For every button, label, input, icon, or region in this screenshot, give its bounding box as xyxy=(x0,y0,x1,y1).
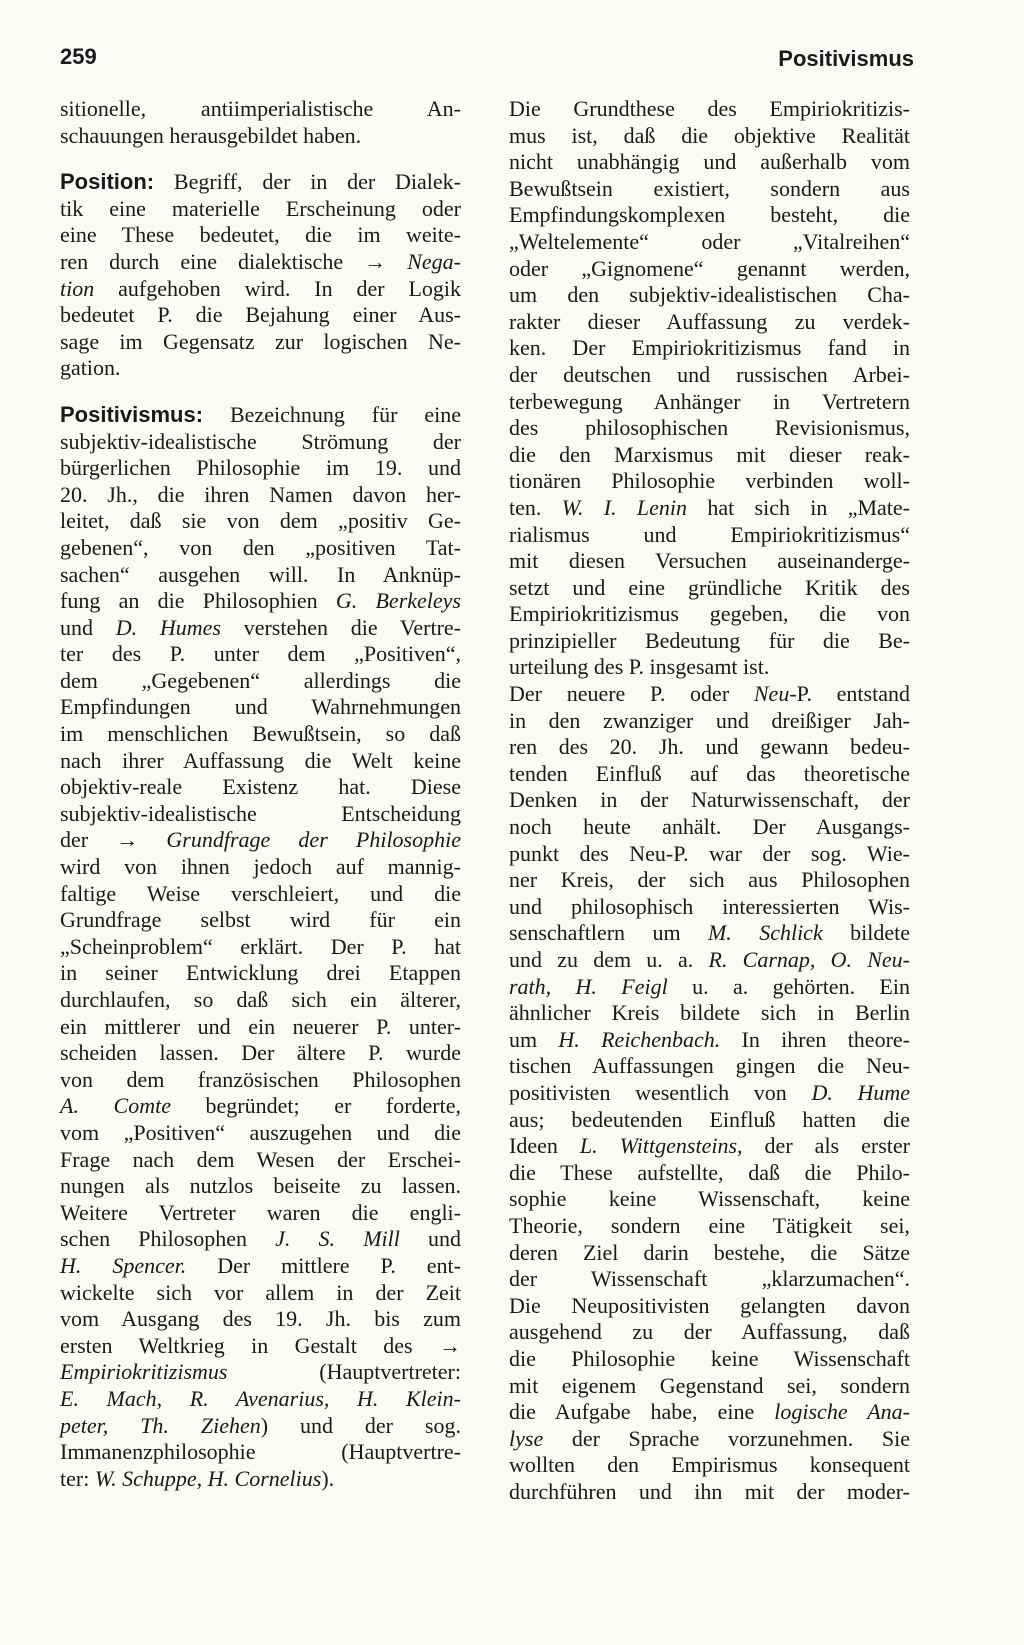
text-segment: positivisten wesentlich von xyxy=(509,1079,812,1105)
text-line xyxy=(60,1439,461,1466)
text-segment: ein mittlerer und ein neuerer P. unter- xyxy=(60,1013,461,1039)
text-segment: sitionelle, antiimperialistische An- xyxy=(60,96,461,121)
text-line xyxy=(509,1319,910,1346)
text-line xyxy=(60,508,461,535)
text-segment: tik eine materielle Erscheinung oder xyxy=(60,195,461,221)
text-segment: sachen“ ausgehen will. In Anknüp- xyxy=(60,561,461,587)
text-segment: und philosophisch interessierten Wis- xyxy=(509,893,910,919)
text-segment: In ihren theore- xyxy=(720,1026,910,1052)
text-segment: rialismus und Empiriokritizismus“ xyxy=(509,521,910,547)
text-segment: Bezeichnung für eine xyxy=(203,401,461,427)
text-segment: oder „Gignomene“ genannt werden, xyxy=(509,255,910,281)
text-segment: um den subjektiv-idealistischen Cha- xyxy=(509,282,910,308)
text-segment: dem „Gegebenen“ allerdings die xyxy=(60,667,461,693)
text-line xyxy=(509,1133,910,1160)
text-segment: und xyxy=(399,1226,461,1252)
text-segment: ren des 20. Jh. und gewann bedeu- xyxy=(509,734,910,760)
text-line xyxy=(509,787,910,814)
text-segment: durchführen und ihn mit der moder- xyxy=(509,1478,910,1504)
text-segment: mus ist, daß die objektive Realität xyxy=(509,122,910,148)
text-line xyxy=(60,276,461,303)
text-segment: Die Neupositivisten gelangten davon xyxy=(509,1292,910,1318)
text-line xyxy=(60,1413,461,1440)
text-line xyxy=(509,389,910,416)
text-segment: leitet, daß sie von dem „positiv Ge- xyxy=(60,508,461,534)
text-line xyxy=(60,482,461,509)
text-segment: hat sich in „Mate- xyxy=(687,494,910,520)
italic-text: A. Comte xyxy=(60,1093,171,1119)
text-line xyxy=(509,1266,910,1293)
text-segment: u. a. gehörten. Ein xyxy=(667,973,910,999)
text-line xyxy=(60,123,461,150)
text-line xyxy=(60,854,461,881)
entry-keyword: Positivismus: xyxy=(60,401,204,427)
text-line xyxy=(60,801,461,828)
text-line xyxy=(509,149,910,176)
text-line xyxy=(60,1120,461,1147)
text-line xyxy=(509,1053,910,1080)
text-line xyxy=(509,894,910,921)
text-segment: „Scheinproblem“ erklärt. Der P. hat xyxy=(60,933,461,959)
text-segment: rakter dieser Auffassung zu verdek- xyxy=(509,308,910,334)
text-segment: objektiv-reale Existenz hat. Diese xyxy=(60,774,461,800)
text-line xyxy=(60,429,461,456)
text-segment: aufgehoben wird. In der Logik xyxy=(94,275,461,301)
text-line xyxy=(60,196,461,223)
text-segment: Denken in der Naturwissenschaft, der xyxy=(509,787,910,813)
text-line xyxy=(509,575,910,602)
text-segment: der Sprache vorzunehmen. Sie xyxy=(543,1425,910,1451)
text-line xyxy=(509,335,910,362)
italic-text: G. Berkeleys xyxy=(335,588,461,614)
text-line xyxy=(60,1253,461,1280)
text-segment: 20. Jh., die ihren Namen davon her- xyxy=(60,481,461,507)
text-segment: die den Marxismus mit dieser reak- xyxy=(509,441,910,467)
text-line xyxy=(509,628,910,655)
italic-text: D. Hume xyxy=(811,1079,910,1105)
text-line xyxy=(509,1346,910,1373)
text-line xyxy=(509,654,910,681)
text-segment: senschaftlern um xyxy=(509,920,708,946)
text-line xyxy=(60,1200,461,1227)
italic-text: W. I. Lenin xyxy=(561,494,688,520)
text-segment: Die Grundthese des Empiriokritizis- xyxy=(509,96,910,121)
italic-text: J. S. Mill xyxy=(275,1226,400,1252)
text-segment: die Aufgabe habe, eine xyxy=(509,1399,775,1425)
text-segment: punkt des Neu-P. war der sog. Wie- xyxy=(509,840,910,866)
text-segment: -P. entstand xyxy=(789,681,910,707)
text-segment: deren Ziel darin bestehe, die Sätze xyxy=(509,1239,910,1265)
text-line xyxy=(60,934,461,961)
text-segment: ten. xyxy=(509,494,562,520)
text-line xyxy=(509,176,910,203)
text-segment: gebenen“, von den „positiven Tat- xyxy=(60,534,461,560)
italic-text: logische Ana- xyxy=(774,1399,910,1425)
text-segment: schauungen herausgebildet haben. xyxy=(60,122,362,148)
text-line xyxy=(509,309,910,336)
text-line xyxy=(509,96,910,123)
text-segment: ). xyxy=(321,1465,335,1491)
text-line xyxy=(60,355,461,382)
text-line xyxy=(60,881,461,908)
italic-text: peter, Th. Ziehen xyxy=(60,1412,261,1438)
text-line xyxy=(60,249,461,276)
text-line xyxy=(60,1014,461,1041)
entry-keyword: Position: xyxy=(60,169,155,195)
text-line xyxy=(509,761,910,788)
text-line xyxy=(509,1426,910,1453)
text-segment: von dem französischen Philosophen xyxy=(60,1066,461,1092)
text-segment: verstehen die Vertre- xyxy=(220,614,462,640)
text-line xyxy=(60,1173,461,1200)
text-segment: ken. Der Empiriokritizismus fand in xyxy=(509,335,910,361)
paragraph-gap xyxy=(60,382,461,402)
text-line xyxy=(60,1040,461,1067)
text-line xyxy=(509,1479,910,1506)
text-line xyxy=(509,229,910,256)
text-line xyxy=(60,222,461,249)
text-line xyxy=(509,495,910,522)
text-segment: ähnlicher Kreis bildete sich in Berlin xyxy=(509,1000,910,1026)
text-line xyxy=(60,774,461,801)
text-segment: und zu dem u. a. xyxy=(509,947,709,972)
text-segment: urteilung des P. insgesamt ist. xyxy=(509,654,770,680)
text-segment: Der neuere P. oder xyxy=(509,681,754,707)
text-line xyxy=(60,1226,461,1253)
text-line xyxy=(509,734,910,761)
text-line xyxy=(509,1240,910,1267)
left-text-column xyxy=(60,96,461,1492)
text-line xyxy=(509,442,910,469)
text-line xyxy=(60,748,461,775)
text-segment: prinzipieller Bedeutung für die Be- xyxy=(509,627,910,653)
page-number: 259 xyxy=(60,44,97,69)
text-line xyxy=(509,947,910,974)
text-line xyxy=(60,1466,461,1493)
italic-text: Grundfrage der Philosophie xyxy=(166,827,461,853)
text-segment: (Hauptvertreter: xyxy=(227,1359,461,1385)
text-segment: sophie keine Wissenschaft, keine xyxy=(509,1186,910,1212)
text-line xyxy=(60,641,461,668)
text-segment: die These aufstellte, daß die Philo- xyxy=(509,1159,910,1185)
text-segment: Empiriokritizismus gegeben, die von xyxy=(509,601,910,627)
text-segment: wird von ihnen jedoch auf mannig- xyxy=(60,854,461,880)
text-segment: ersten Weltkrieg in Gestalt des → xyxy=(60,1332,461,1358)
text-segment: Weitere Vertreter waren die engli- xyxy=(60,1199,461,1225)
running-head: Positivismus xyxy=(778,46,914,71)
text-segment: die Philosophie keine Wissenschaft xyxy=(509,1345,910,1371)
text-segment: scheiden lassen. Der ältere P. wurde xyxy=(60,1040,461,1066)
text-line xyxy=(509,601,910,628)
text-segment: Empfindungskomplexen besteht, die xyxy=(509,202,910,228)
text-line xyxy=(60,1147,461,1174)
text-line xyxy=(60,329,461,356)
italic-text: L. Wittgensteins, xyxy=(579,1133,743,1159)
text-line xyxy=(60,562,461,589)
text-segment: tischen Auffassungen gingen die Neu- xyxy=(509,1053,910,1079)
text-segment: in seiner Entwicklung drei Etappen xyxy=(60,960,461,986)
text-segment: ren durch eine dialektische → xyxy=(60,248,408,274)
text-line xyxy=(509,468,910,495)
text-line xyxy=(509,415,910,442)
italic-text: M. Schlick xyxy=(707,920,823,946)
text-line xyxy=(60,694,461,721)
text-line xyxy=(60,588,461,615)
text-line xyxy=(60,1093,461,1120)
text-line xyxy=(60,615,461,642)
text-line xyxy=(60,1333,461,1360)
text-segment: setzt und eine gründliche Kritik des xyxy=(509,574,910,600)
text-line xyxy=(60,1306,461,1333)
text-line xyxy=(509,1213,910,1240)
text-line xyxy=(509,1186,910,1213)
text-line xyxy=(509,1027,910,1054)
text-segment: in den zwanziger und dreißiger Jah- xyxy=(509,707,910,733)
text-segment: eine These bedeutet, die im weite- xyxy=(60,222,461,248)
italic-text: rath, H. Feigl xyxy=(509,973,668,999)
text-segment: subjektiv-idealistische Strömung der xyxy=(60,428,461,454)
text-segment: vom Ausgang des 19. Jh. bis zum xyxy=(60,1306,461,1332)
text-segment: mit diesen Versuchen auseinanderge- xyxy=(509,548,910,574)
text-segment: wickelte sich vor allem in der Zeit xyxy=(60,1279,461,1305)
italic-text: D. Humes xyxy=(115,614,221,640)
right-text-column xyxy=(509,96,910,1505)
text-segment: tionären Philosophie verbinden woll- xyxy=(509,468,910,494)
text-line xyxy=(509,867,910,894)
text-line xyxy=(509,841,910,868)
text-segment: ausgehend zu der Auffassung, daß xyxy=(509,1319,910,1345)
text-line xyxy=(509,1160,910,1187)
text-line xyxy=(60,721,461,748)
text-segment: nach ihrer Auffassung die Welt keine xyxy=(60,747,461,773)
text-segment: noch heute anhält. Der Ausgangs- xyxy=(509,814,910,840)
text-line xyxy=(509,123,910,150)
text-segment: wollten den Empirismus konsequent xyxy=(509,1452,910,1478)
text-line xyxy=(509,202,910,229)
text-segment: Immanenzphilosophie (Hauptvertre- xyxy=(60,1439,461,1465)
page-header xyxy=(60,44,914,76)
paragraph-gap xyxy=(60,149,461,169)
text-line xyxy=(60,668,461,695)
text-line xyxy=(60,96,461,123)
text-line xyxy=(60,302,461,329)
text-segment: vom „Positiven“ auszugehen und die xyxy=(60,1119,461,1145)
text-line xyxy=(509,1000,910,1027)
text-line xyxy=(509,814,910,841)
text-line xyxy=(60,535,461,562)
text-line xyxy=(509,681,910,708)
text-segment: der → xyxy=(60,827,167,853)
text-line xyxy=(509,256,910,283)
italic-text: R. Carnap, O. Neu- xyxy=(708,947,911,972)
text-line xyxy=(509,708,910,735)
text-line xyxy=(60,169,461,196)
text-segment: ter: xyxy=(60,1465,95,1491)
text-line xyxy=(509,1080,910,1107)
italic-text: E. Mach, R. Avenarius, H. Klein- xyxy=(60,1385,461,1411)
text-segment: fung an die Philosophien xyxy=(60,588,336,614)
text-segment: der Wissenschaft „klarzumachen“. xyxy=(509,1266,910,1292)
text-segment: Frage nach dem Wesen der Erschei- xyxy=(60,1146,461,1172)
text-segment: begründet; er forderte, xyxy=(170,1093,461,1119)
text-line xyxy=(60,1359,461,1386)
text-segment: der als erster xyxy=(742,1133,911,1159)
italic-text: H. Spencer. xyxy=(60,1252,187,1278)
text-line xyxy=(509,1399,910,1426)
italic-text: Empiriokritizismus xyxy=(60,1359,228,1385)
text-segment: im menschlichen Bewußtsein, so daß xyxy=(60,721,461,747)
text-segment: Grundfrage selbst wird für ein xyxy=(60,907,461,933)
text-segment: gation. xyxy=(60,355,121,381)
text-line xyxy=(60,987,461,1014)
text-segment: subjektiv-idealistische Entscheidung xyxy=(60,800,461,826)
text-segment: „Weltelemente“ oder „Vitalreihen“ xyxy=(509,228,910,254)
text-segment: Bewußtsein existiert, sondern aus xyxy=(509,175,910,201)
text-segment: faltige Weise verschleiert, und die xyxy=(60,880,461,906)
text-segment: Der mittlere P. ent- xyxy=(186,1252,461,1278)
text-line xyxy=(509,522,910,549)
italic-text: Neu xyxy=(753,681,790,707)
text-line xyxy=(60,455,461,482)
text-line xyxy=(509,1293,910,1320)
text-segment: terbewegung Anhänger in Vertretern xyxy=(509,388,910,414)
text-line xyxy=(509,1452,910,1479)
text-line xyxy=(509,974,910,1001)
text-line xyxy=(509,362,910,389)
text-line xyxy=(60,1280,461,1307)
text-segment: schen Philosophen xyxy=(60,1226,276,1252)
text-segment: um xyxy=(509,1026,559,1052)
text-segment: bildete xyxy=(822,920,910,946)
text-line xyxy=(60,960,461,987)
text-line xyxy=(509,282,910,309)
text-segment: der deutschen und russischen Arbei- xyxy=(509,361,910,387)
text-line xyxy=(509,920,910,947)
italic-text: lyse xyxy=(509,1425,544,1451)
text-segment: mit eigenem Gegenstand sei, sondern xyxy=(509,1372,910,1398)
text-segment: tenden Einfluß auf das theoretische xyxy=(509,760,910,786)
text-segment: Ideen xyxy=(509,1133,580,1159)
text-segment: Empfindungen und Wahrnehmungen xyxy=(60,694,461,720)
text-line xyxy=(60,907,461,934)
text-segment: Theorie, sondern eine Tätigkeit sei, xyxy=(509,1212,910,1238)
text-segment: durchlaufen, so daß sich ein älterer, xyxy=(60,987,461,1012)
text-segment: ner Kreis, der sich aus Philosophen xyxy=(509,867,910,893)
text-line xyxy=(509,1107,910,1134)
text-line xyxy=(60,1067,461,1094)
text-segment: nicht unabhängig und außerhalb vom xyxy=(509,149,910,175)
italic-text: tion xyxy=(60,275,95,301)
text-line xyxy=(509,548,910,575)
text-segment: nungen als nutzlos beiseite zu lassen. xyxy=(60,1173,461,1199)
text-segment: Begriff, der in der Dialek- xyxy=(154,169,461,195)
text-segment: des philosophischen Revisionismus, xyxy=(509,415,910,441)
text-segment: aus; bedeutenden Einfluß hatten die xyxy=(509,1106,910,1132)
text-segment: bedeutet P. die Bejahung einer Aus- xyxy=(60,302,461,328)
italic-text: Nega- xyxy=(407,248,461,274)
text-segment: ) und der sog. xyxy=(260,1412,461,1438)
italic-text: H. Reichenbach. xyxy=(558,1026,721,1052)
text-line xyxy=(60,827,461,854)
text-line xyxy=(509,1373,910,1400)
text-line xyxy=(60,402,461,429)
text-segment: bürgerlichen Philosophie im 19. und xyxy=(60,455,461,481)
text-segment: und xyxy=(60,614,116,640)
text-line xyxy=(60,1386,461,1413)
text-segment: sage im Gegensatz zur logischen Ne- xyxy=(60,328,461,354)
italic-text: W. Schuppe, H. Cornelius xyxy=(94,1465,322,1491)
text-segment: ter des P. unter dem „Positiven“, xyxy=(60,641,461,667)
